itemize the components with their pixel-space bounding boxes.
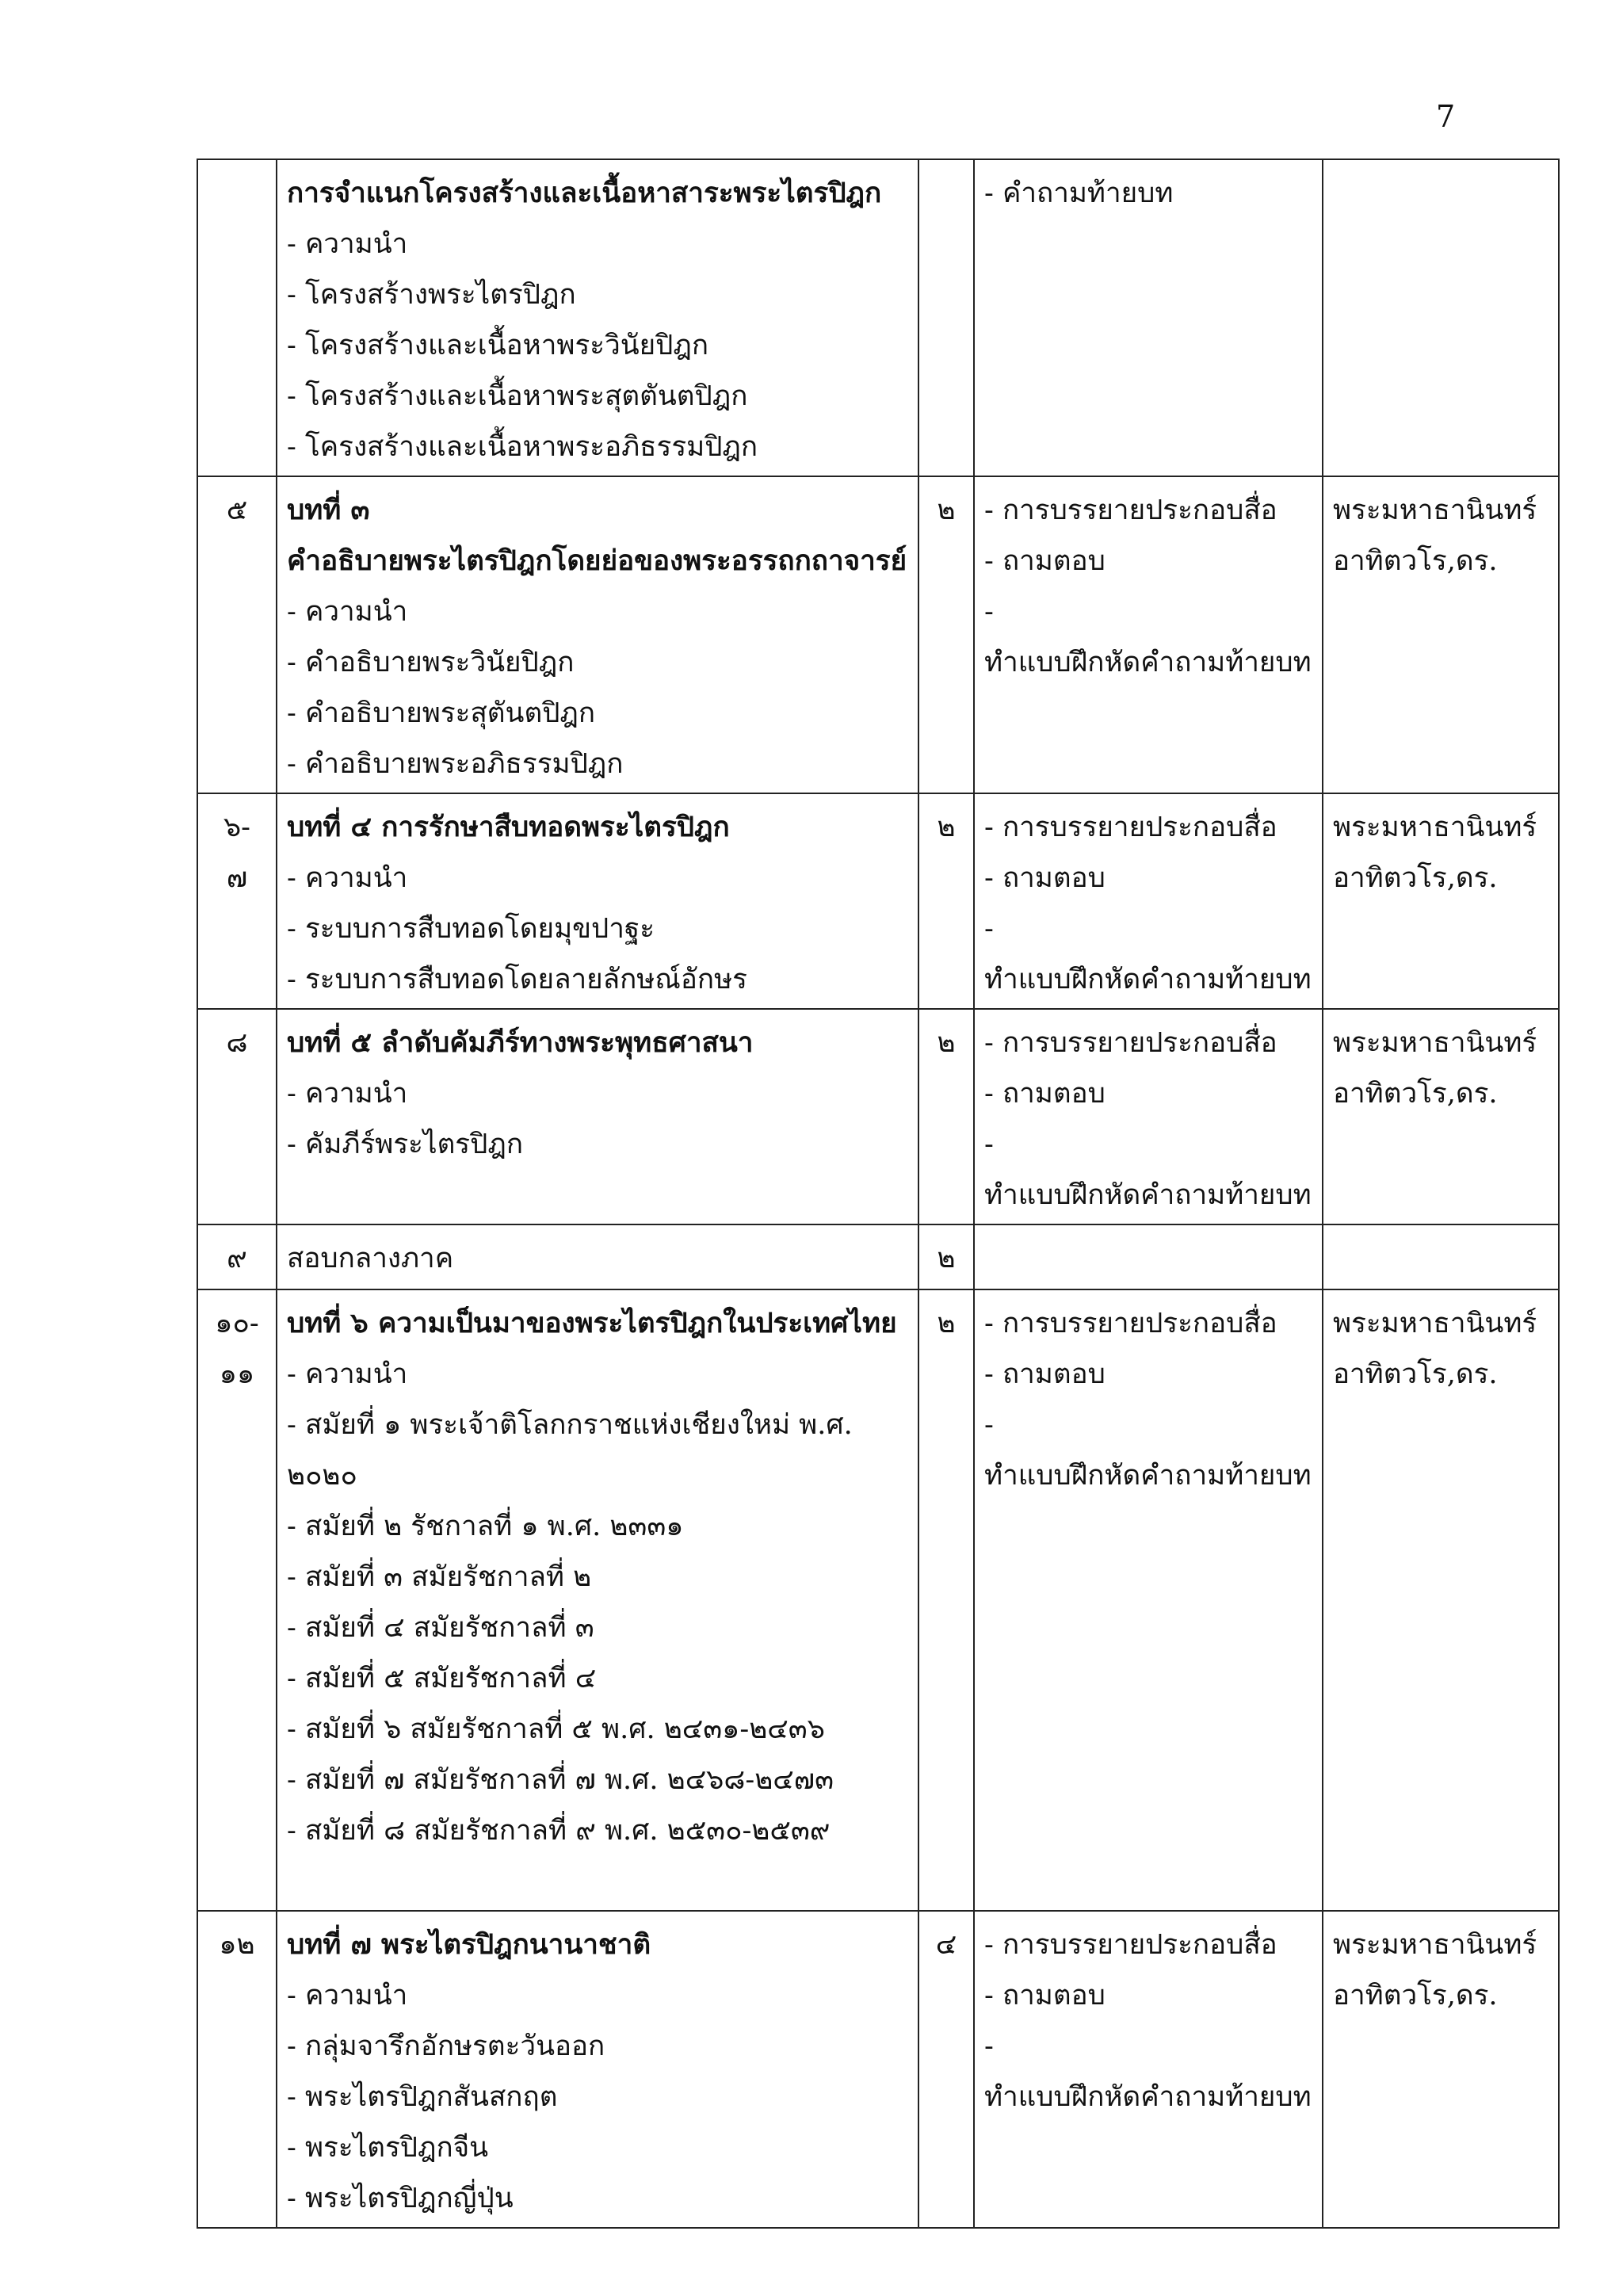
table-row: [197, 1289, 1559, 1911]
course-outline-table: [197, 159, 1560, 2229]
methods-cell-line: - การบรรยายประกอบสื่อ: [984, 495, 1277, 526]
topic-cell-line: - คัมภีร์พระไตรปิฎก: [287, 1129, 524, 1160]
topic-cell-line: - ความนำ: [287, 1358, 408, 1390]
hours-cell: [918, 476, 974, 793]
table-row: [197, 476, 1559, 793]
topic-cell-line: - สมัยที่ ๒ รัชกาลที่ ๑ พ.ศ. ๒๓๓๑: [287, 1511, 684, 1542]
topic-cell-line: ๒๐๒๐: [287, 1460, 357, 1492]
topic-cell: [277, 476, 918, 793]
methods-cell-line: ทำแบบฝึกหัดคำถามท้ายบท: [984, 647, 1312, 678]
topic-cell-line: - พระไตรปิฎกสันสกฤต: [287, 2081, 558, 2113]
hours-value: ๔: [935, 1929, 957, 1961]
methods-cell-line: - ถามตอบ: [984, 1980, 1106, 2011]
methods-cell-line: - ถามตอบ: [984, 1358, 1106, 1390]
topic-cell: [277, 793, 918, 1009]
hours-cell: [918, 1009, 974, 1224]
topic-cell-line: - คำอธิบายพระอภิธรรมปิฎก: [287, 748, 624, 780]
topic-cell-line: - โครงสร้างและเนื้อหาพระวินัยปิฎก: [287, 330, 709, 361]
week-cell: [197, 1911, 277, 2228]
topic-cell-line: - ระบบการสืบทอดโดยมุขปาฐะ: [287, 913, 655, 945]
topic-cell-line: - สมัยที่ ๘ สมัยรัชกาลที่ ๙ พ.ศ. ๒๕๓๐-๒๕๓๙: [287, 1815, 831, 1847]
instructor-cell-line: อาทิตวโร,ดร.: [1333, 1078, 1498, 1110]
topic-cell-line: บทที่ ๔ การรักษาสืบทอดพระไตรปิฎก: [287, 811, 730, 843]
instructor-cell: [1323, 1224, 1559, 1289]
methods-cell-line: - ถามตอบ: [984, 862, 1106, 894]
week-cell: [197, 1009, 277, 1224]
methods-cell-line: -: [984, 1129, 994, 1160]
topic-cell: [277, 1009, 918, 1224]
instructor-cell: [1323, 159, 1559, 476]
topic-cell-line: สอบกลางภาค: [287, 1243, 454, 1274]
week-cell-line: ๑๑: [219, 1358, 255, 1390]
hours-value: ๒: [937, 1308, 956, 1339]
week-cell: [197, 1289, 277, 1911]
topic-cell-line: - สมัยที่ ๕ สมัยรัชกาลที่ ๔: [287, 1663, 597, 1694]
methods-cell-line: - การบรรยายประกอบสื่อ: [984, 1929, 1277, 1961]
topic-cell-line: - คำอธิบายพระวินัยปิฎก: [287, 647, 575, 678]
week-cell-line: ๖-: [223, 812, 251, 843]
instructor-cell-line: อาทิตวโร,ดร.: [1333, 1980, 1498, 2011]
methods-cell: [974, 1224, 1323, 1289]
topic-cell-line: - ความนำ: [287, 862, 408, 894]
topic-cell-line: - โครงสร้างและเนื้อหาพระสุตตันตปิฎก: [287, 380, 748, 412]
topic-cell-line: - สมัยที่ ๔ สมัยรัชกาลที่ ๓: [287, 1612, 594, 1644]
instructor-cell-line: อาทิตวโร,ดร.: [1333, 545, 1498, 577]
instructor-cell: [1323, 1911, 1559, 2228]
table-row: [197, 1911, 1559, 2228]
hours-value: ๒: [937, 495, 956, 526]
week-cell: [197, 793, 277, 1009]
instructor-cell-line: พระมหาธานินทร์: [1333, 495, 1537, 526]
topic-cell-line: [287, 1856, 908, 1907]
methods-cell-line: - ถามตอบ: [984, 1078, 1106, 1110]
instructor-cell: [1323, 1009, 1559, 1224]
instructor-cell-line: อาทิตวโร,ดร.: [1333, 862, 1498, 894]
methods-cell-line: -: [984, 596, 994, 628]
methods-cell-line: -: [984, 2030, 994, 2062]
instructor-cell-line: พระมหาธานินทร์: [1333, 1929, 1537, 1961]
methods-cell-line: ทำแบบฝึกหัดคำถามท้ายบท: [984, 1179, 1312, 1211]
topic-cell-line: บทที่ ๕ ลำดับคัมภีร์ทางพระพุทธศาสนา: [287, 1026, 754, 1059]
topic-cell-line: - สมัยที่ ๓ สมัยรัชกาลที่ ๒: [287, 1561, 592, 1593]
week-cell-line: ๘: [226, 1027, 248, 1059]
topic-cell-line: - ความนำ: [287, 1078, 408, 1110]
hours-cell: [918, 793, 974, 1009]
topic-cell: [277, 159, 918, 476]
methods-cell-line: - การบรรยายประกอบสื่อ: [984, 1027, 1277, 1059]
week-cell-line: ๑๐-: [215, 1308, 259, 1339]
topic-cell-line: - โครงสร้างพระไตรปิฎก: [287, 279, 576, 311]
topic-cell-line: - ความนำ: [287, 596, 408, 628]
topic-cell-line: - ความนำ: [287, 1980, 408, 2011]
methods-cell: [974, 476, 1323, 793]
topic-cell-line: - โครงสร้างและเนื้อหาพระอภิธรรมปิฎก: [287, 431, 758, 463]
topic-cell-line: บทที่ ๖ ความเป็นมาของพระไตรปิฎกในประเทศไทย: [287, 1307, 897, 1339]
methods-cell-line: ทำแบบฝึกหัดคำถามท้ายบท: [984, 2081, 1312, 2113]
topic-cell-line: - พระไตรปิฎกญี่ปุ่น: [287, 2183, 514, 2214]
topic-cell-line: - สมัยที่ ๖ สมัยรัชกาลที่ ๕ พ.ศ. ๒๔๓๑-๒๔๓๖: [287, 1713, 825, 1745]
methods-cell-line: - การบรรยายประกอบสื่อ: [984, 1308, 1277, 1339]
topic-cell-line: - กลุ่มจารึกอักษรตะวันออก: [287, 2030, 605, 2062]
week-cell: [197, 159, 277, 476]
methods-cell-line: - คำถามท้ายบท: [984, 178, 1174, 209]
instructor-cell-line: พระมหาธานินทร์: [1333, 1027, 1537, 1059]
table-row: [197, 1224, 1559, 1289]
topic-cell-line: - ความนำ: [287, 228, 408, 260]
hours-cell: [918, 1911, 974, 2228]
methods-cell-line: -: [984, 1409, 994, 1441]
topic-cell: [277, 1911, 918, 2228]
methods-cell-line: -: [984, 913, 994, 945]
topic-cell-line: - พระไตรปิฎกจีน: [287, 2132, 489, 2164]
week-cell-line: ๑๒: [219, 1929, 255, 1961]
topic-cell-line: - คำอธิบายพระสุตันตปิฎก: [287, 697, 596, 729]
topic-cell-line: - ระบบการสืบทอดโดยลายลักษณ์อักษร: [287, 964, 747, 995]
instructor-cell: [1323, 793, 1559, 1009]
hours-value: ๒: [937, 1027, 956, 1059]
hours-value: ๒: [937, 1243, 956, 1274]
methods-cell-line: ทำแบบฝึกหัดคำถามท้ายบท: [984, 964, 1312, 995]
topic-cell-line: - สมัยที่ ๑ พระเจ้าติโลกกราชแห่งเชียงใหม่ พ.ศ.: [287, 1409, 853, 1441]
topic-cell-line: การจำแนกโครงสร้างและเนื้อหาสาระพระไตรปิฎก: [287, 177, 882, 209]
table-row: [197, 1009, 1559, 1224]
instructor-cell-line: อาทิตวโร,ดร.: [1333, 1358, 1498, 1390]
table-body: [197, 159, 1559, 2228]
topic-cell-line: - สมัยที่ ๗ สมัยรัชกาลที่ ๗ พ.ศ. ๒๔๖๘-๒๔๗๓: [287, 1764, 834, 1796]
week-cell: [197, 476, 277, 793]
hours-cell: [918, 1289, 974, 1911]
methods-cell: [974, 793, 1323, 1009]
instructor-cell: [1323, 1289, 1559, 1911]
methods-cell-line: ทำแบบฝึกหัดคำถามท้ายบท: [984, 1460, 1312, 1492]
topic-cell: [277, 1224, 918, 1289]
topic-cell-line: คำอธิบายพระไตรปิฎกโดยย่อของพระอรรถกถาจารย์: [287, 544, 907, 577]
instructor-cell-line: พระมหาธานินทร์: [1333, 1308, 1537, 1339]
topic-cell: [277, 1289, 918, 1911]
topic-cell-line: บทที่ ๗ พระไตรปิฎกนานาชาติ: [287, 1928, 651, 1961]
methods-cell: [974, 1009, 1323, 1224]
week-cell-line: ๙: [227, 1243, 247, 1274]
table-row: [197, 159, 1559, 476]
week-cell-line: ๗: [226, 862, 248, 894]
hours-cell: [918, 1224, 974, 1289]
methods-cell: [974, 1289, 1323, 1911]
hours-value: ๒: [937, 812, 956, 843]
topic-cell-line: บทที่ ๓: [287, 494, 370, 526]
week-cell-line: ๕: [226, 495, 248, 526]
instructor-cell-line: พระมหาธานินทร์: [1333, 812, 1537, 843]
methods-cell-line: - ถามตอบ: [984, 545, 1106, 577]
methods-cell: [974, 159, 1323, 476]
methods-cell-line: - การบรรยายประกอบสื่อ: [984, 812, 1277, 843]
table-row: [197, 793, 1559, 1009]
instructor-cell: [1323, 476, 1559, 793]
hours-cell: [918, 159, 974, 476]
methods-cell: [974, 1911, 1323, 2228]
page-number: 7: [1436, 99, 1456, 134]
week-cell: [197, 1224, 277, 1289]
